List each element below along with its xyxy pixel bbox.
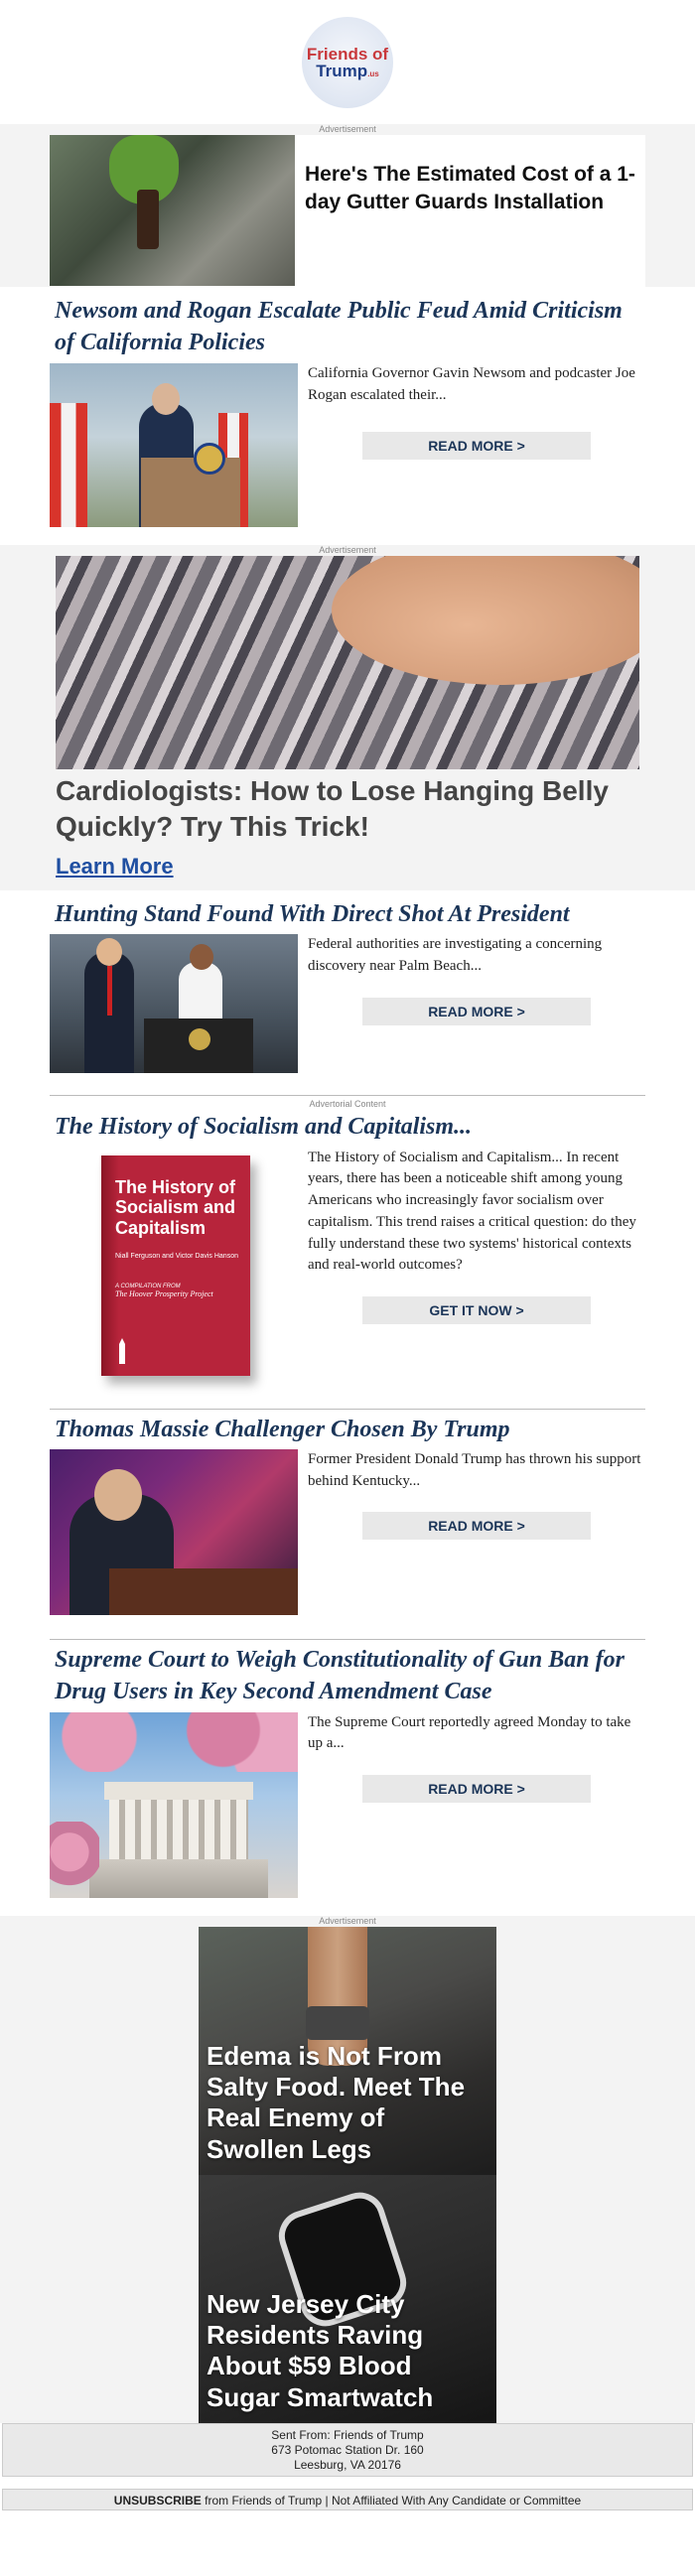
article-thumbnail[interactable] (50, 934, 298, 1073)
ad-belly-title[interactable]: Cardiologists: How to Lose Hanging Belly Quickly? Try This Trick! (56, 774, 609, 843)
ad-gutter-image[interactable] (50, 135, 295, 286)
read-more-button[interactable]: READ MORE > (362, 432, 591, 460)
book-authors: Niall Ferguson and Victor Davis Hanson (115, 1252, 238, 1260)
tie (107, 966, 112, 1016)
logo-line1: Friends of (306, 44, 389, 64)
ad-smartwatch-card[interactable] (199, 2175, 496, 2423)
promo-socialism-capitalism (0, 1096, 695, 1390)
book-from: A COMPILATION FROM (115, 1283, 181, 1289)
belly-graphic (332, 556, 639, 685)
hoover-tower-icon (115, 1338, 129, 1366)
article-massie (0, 1410, 695, 1615)
book-title: The History of Socialism and Capitalism (115, 1176, 236, 1238)
presidential-seal (189, 1028, 210, 1050)
footer-address (2, 2423, 693, 2477)
article-snippet: Federal authorities are investigating a concerning discovery near Palm Beach... (308, 936, 603, 974)
figure-left-head (96, 938, 122, 966)
article-snippet: California Governor Gavin Newsom and podcaster Joe Rogan escalated their... (308, 364, 635, 403)
court-pediment (104, 1782, 253, 1800)
ad-edema-card[interactable] (199, 1927, 496, 2175)
email-header (0, 0, 695, 124)
podium (109, 1568, 298, 1615)
book-cover (101, 1155, 250, 1376)
footer-street: 673 Potomac Station Dr. 160 (271, 2442, 424, 2457)
unsubscribe-text: from Friends of Trump | Not Affiliated With Any Candidate or Committee (201, 2493, 582, 2508)
speaker-head (152, 383, 180, 415)
article-supreme-court (0, 1640, 695, 1898)
ad-edema-title[interactable]: Edema is Not From Salty Food. Meet The Real Enemy of Swollen Legs (207, 2040, 466, 2164)
promo-body (50, 1148, 645, 1391)
friends-of-trump-logo[interactable] (302, 17, 393, 108)
article-body (50, 934, 645, 1073)
promo-snippet: The History of Socialism and Capitalism... In recent years, there has been a noticeable shift among young Americans who increasingly favor socialism over capitalism. This trend raises a critical question: do they fully understand these two systems' historical contexts and real-world outcomes? (308, 1149, 636, 1274)
article-body (50, 1712, 645, 1898)
ad-label: Advertisement (319, 1915, 376, 1926)
unsubscribe-link[interactable]: UNSUBSCRIBE (113, 2493, 202, 2508)
figure-right-head (190, 944, 213, 970)
promo-text (298, 1148, 645, 1391)
article-text (298, 934, 645, 1073)
article-snippet: The Supreme Court reportedly agreed Monday to take up a... (308, 1713, 631, 1752)
article-text (298, 1449, 645, 1615)
ad-bottom-section (0, 1916, 695, 2423)
article-title[interactable]: Newsom and Rogan Escalate Public Feud Amid Criticism of California Policies (55, 298, 623, 356)
article-thumbnail[interactable] (50, 1712, 298, 1898)
article-body (50, 363, 645, 527)
compression-band-graphic (306, 2006, 369, 2040)
learn-more-link[interactable]: Learn More (56, 853, 174, 879)
unsubscribe-bar (2, 2489, 693, 2510)
flag-left (50, 403, 87, 527)
article-title[interactable]: Supreme Court to Weigh Constitutionality of Gun Ban for Drug Users in Key Second Amendment Case (55, 1646, 625, 1705)
ad-gutter-title[interactable]: Here's The Estimated Cost of a 1-day Gutter Guards Installation (305, 163, 635, 214)
ad-label: Advertisement (319, 544, 376, 555)
article-newsom-rogan (0, 287, 695, 527)
get-it-now-button[interactable]: GET IT NOW > (362, 1296, 591, 1324)
book-image[interactable] (50, 1148, 298, 1391)
logo-line2: Trump.us (316, 61, 379, 80)
article-hunting-stand (0, 890, 695, 1073)
article-snippet: Former President Donald Trump has thrown his support behind Kentucky... (308, 1450, 641, 1489)
footer-sender: Sent From: Friends of Trump (271, 2427, 424, 2442)
ad-smartwatch-title[interactable]: New Jersey City Residents Raving About $59 Blood Sugar Smartwatch (207, 2288, 434, 2412)
article-text (298, 1712, 645, 1898)
speaker-head (94, 1469, 142, 1521)
read-more-button[interactable]: READ MORE > (362, 1512, 591, 1540)
figure-right (179, 962, 222, 1021)
court-columns (109, 1800, 248, 1859)
article-text (298, 363, 645, 527)
podium (141, 458, 240, 527)
advertorial-label: Advertorial Content (309, 1099, 386, 1110)
ad-belly-section (0, 545, 695, 890)
promo-title[interactable]: The History of Socialism and Capitalism... (55, 1114, 473, 1141)
state-seal (194, 443, 225, 475)
read-more-button[interactable]: READ MORE > (362, 998, 591, 1025)
ad-gutter-section (0, 124, 695, 287)
ad-belly-image[interactable] (56, 556, 639, 769)
article-title[interactable]: Thomas Massie Challenger Chosen By Trump (55, 1416, 510, 1442)
ad-label: Advertisement (319, 124, 376, 134)
tree-left (50, 1822, 99, 1898)
backdrop-text (189, 1457, 298, 1517)
tool-graphic (137, 190, 159, 249)
article-thumbnail[interactable] (50, 1449, 298, 1615)
footer-city: Leesburg, VA 20176 (294, 2457, 401, 2472)
read-more-button[interactable]: READ MORE > (362, 1775, 591, 1803)
article-thumbnail[interactable] (50, 363, 298, 527)
book-source: The Hoover Prosperity Project (115, 1288, 213, 1298)
court-steps (89, 1859, 268, 1898)
cherry-blossoms (50, 1712, 298, 1772)
article-title[interactable]: Hunting Stand Found With Direct Shot At President (55, 900, 570, 927)
ad-gutter-card[interactable] (50, 135, 645, 296)
article-body (50, 1449, 645, 1615)
